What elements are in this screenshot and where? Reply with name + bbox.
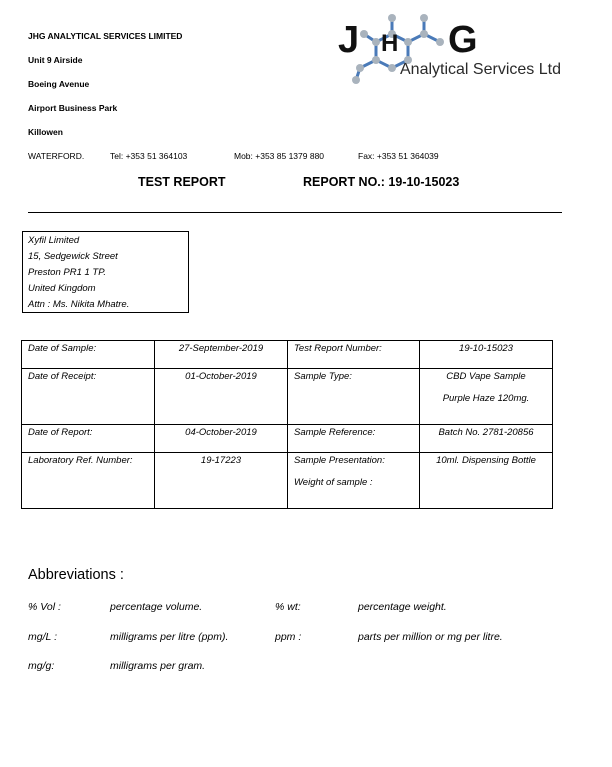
table-cell-label: Test Report Number: — [288, 341, 420, 369]
abbr-meaning: parts per million or mg per litre. — [358, 631, 503, 643]
table-cell-value: 27-September-2019 — [155, 341, 288, 369]
client-address-box — [22, 231, 189, 313]
abbr-term: ppm : — [275, 631, 302, 643]
weight-label: Weight of sample : — [294, 477, 373, 488]
address-line-1: Unit 9 Airside — [28, 55, 83, 65]
company-tel: Tel: +353 51 364103 — [110, 151, 188, 161]
company-city: WATERFORD. — [28, 151, 85, 161]
client-line-1: Xyfil Limited — [28, 235, 80, 246]
abbreviations-heading: Abbreviations : — [28, 567, 124, 583]
client-line-2: 15, Sedgewick Street — [28, 251, 118, 262]
presentation-label: Sample Presentation: — [294, 455, 385, 466]
address-line-3: Airport Business Park — [28, 103, 118, 113]
report-title: TEST REPORT — [138, 175, 226, 189]
abbr-meaning: percentage weight. — [358, 601, 447, 613]
table-cell-value: 19-17223 — [155, 453, 288, 509]
abbr-meaning: milligrams per litre (ppm). — [110, 631, 229, 643]
table-cell-label: Sample Reference: — [288, 425, 420, 453]
company-fax: Fax: +353 51 364039 — [358, 151, 439, 161]
table-cell-value: 19-10-15023 — [420, 341, 553, 369]
table-row — [22, 425, 553, 453]
table-cell-label — [288, 453, 420, 509]
abbr-meaning: milligrams per gram. — [110, 660, 206, 672]
logo-letter-g: G — [448, 19, 478, 61]
abbr-term: mg/L : — [28, 631, 57, 643]
company-mob: Mob: +353 85 1379 880 — [234, 151, 325, 161]
client-line-4: United Kingdom — [28, 283, 96, 294]
address-line-4: Killowen — [28, 127, 63, 137]
table-row — [22, 369, 553, 425]
sample-details-table — [21, 340, 553, 509]
abbr-meaning: percentage volume. — [110, 601, 203, 613]
table-row — [22, 341, 553, 369]
logo-letter-j: J — [338, 19, 360, 61]
divider-line — [28, 212, 562, 213]
table-cell-value: 01-October-2019 — [155, 369, 288, 425]
table-cell-value — [420, 369, 553, 425]
client-line-5: Attn : Ms. Nikita Mhatre. — [28, 299, 130, 310]
company-name: JHG ANALYTICAL SERVICES LIMITED — [28, 31, 183, 41]
table-cell-value: 10ml. Dispensing Bottle — [420, 453, 553, 509]
table-cell-label: Date of Receipt: — [22, 369, 155, 425]
abbr-term: % Vol : — [28, 601, 61, 613]
client-line-3: Preston PR1 1 TP. — [28, 267, 106, 278]
table-cell-label: Sample Type: — [288, 369, 420, 425]
logo-tagline: Analytical Services Ltd — [400, 61, 561, 78]
table-cell-value: Batch No. 2781-20856 — [420, 425, 553, 453]
table-cell-label: Date of Sample: — [22, 341, 155, 369]
sample-type-line-1: CBD Vape Sample — [446, 371, 526, 382]
sample-type-line-2: Purple Haze 120mg. — [442, 393, 530, 404]
logo-letter-h: H — [381, 30, 399, 57]
abbr-term: % wt: — [275, 601, 301, 613]
abbr-term: mg/g: — [28, 660, 55, 672]
address-line-2: Boeing Avenue — [28, 79, 90, 89]
table-cell-label: Laboratory Ref. Number: — [22, 453, 155, 509]
table-cell-value: 04-October-2019 — [155, 425, 288, 453]
table-row — [22, 453, 553, 509]
report-number: REPORT NO.: 19-10-15023 — [303, 175, 460, 189]
table-cell-label: Date of Report: — [22, 425, 155, 453]
